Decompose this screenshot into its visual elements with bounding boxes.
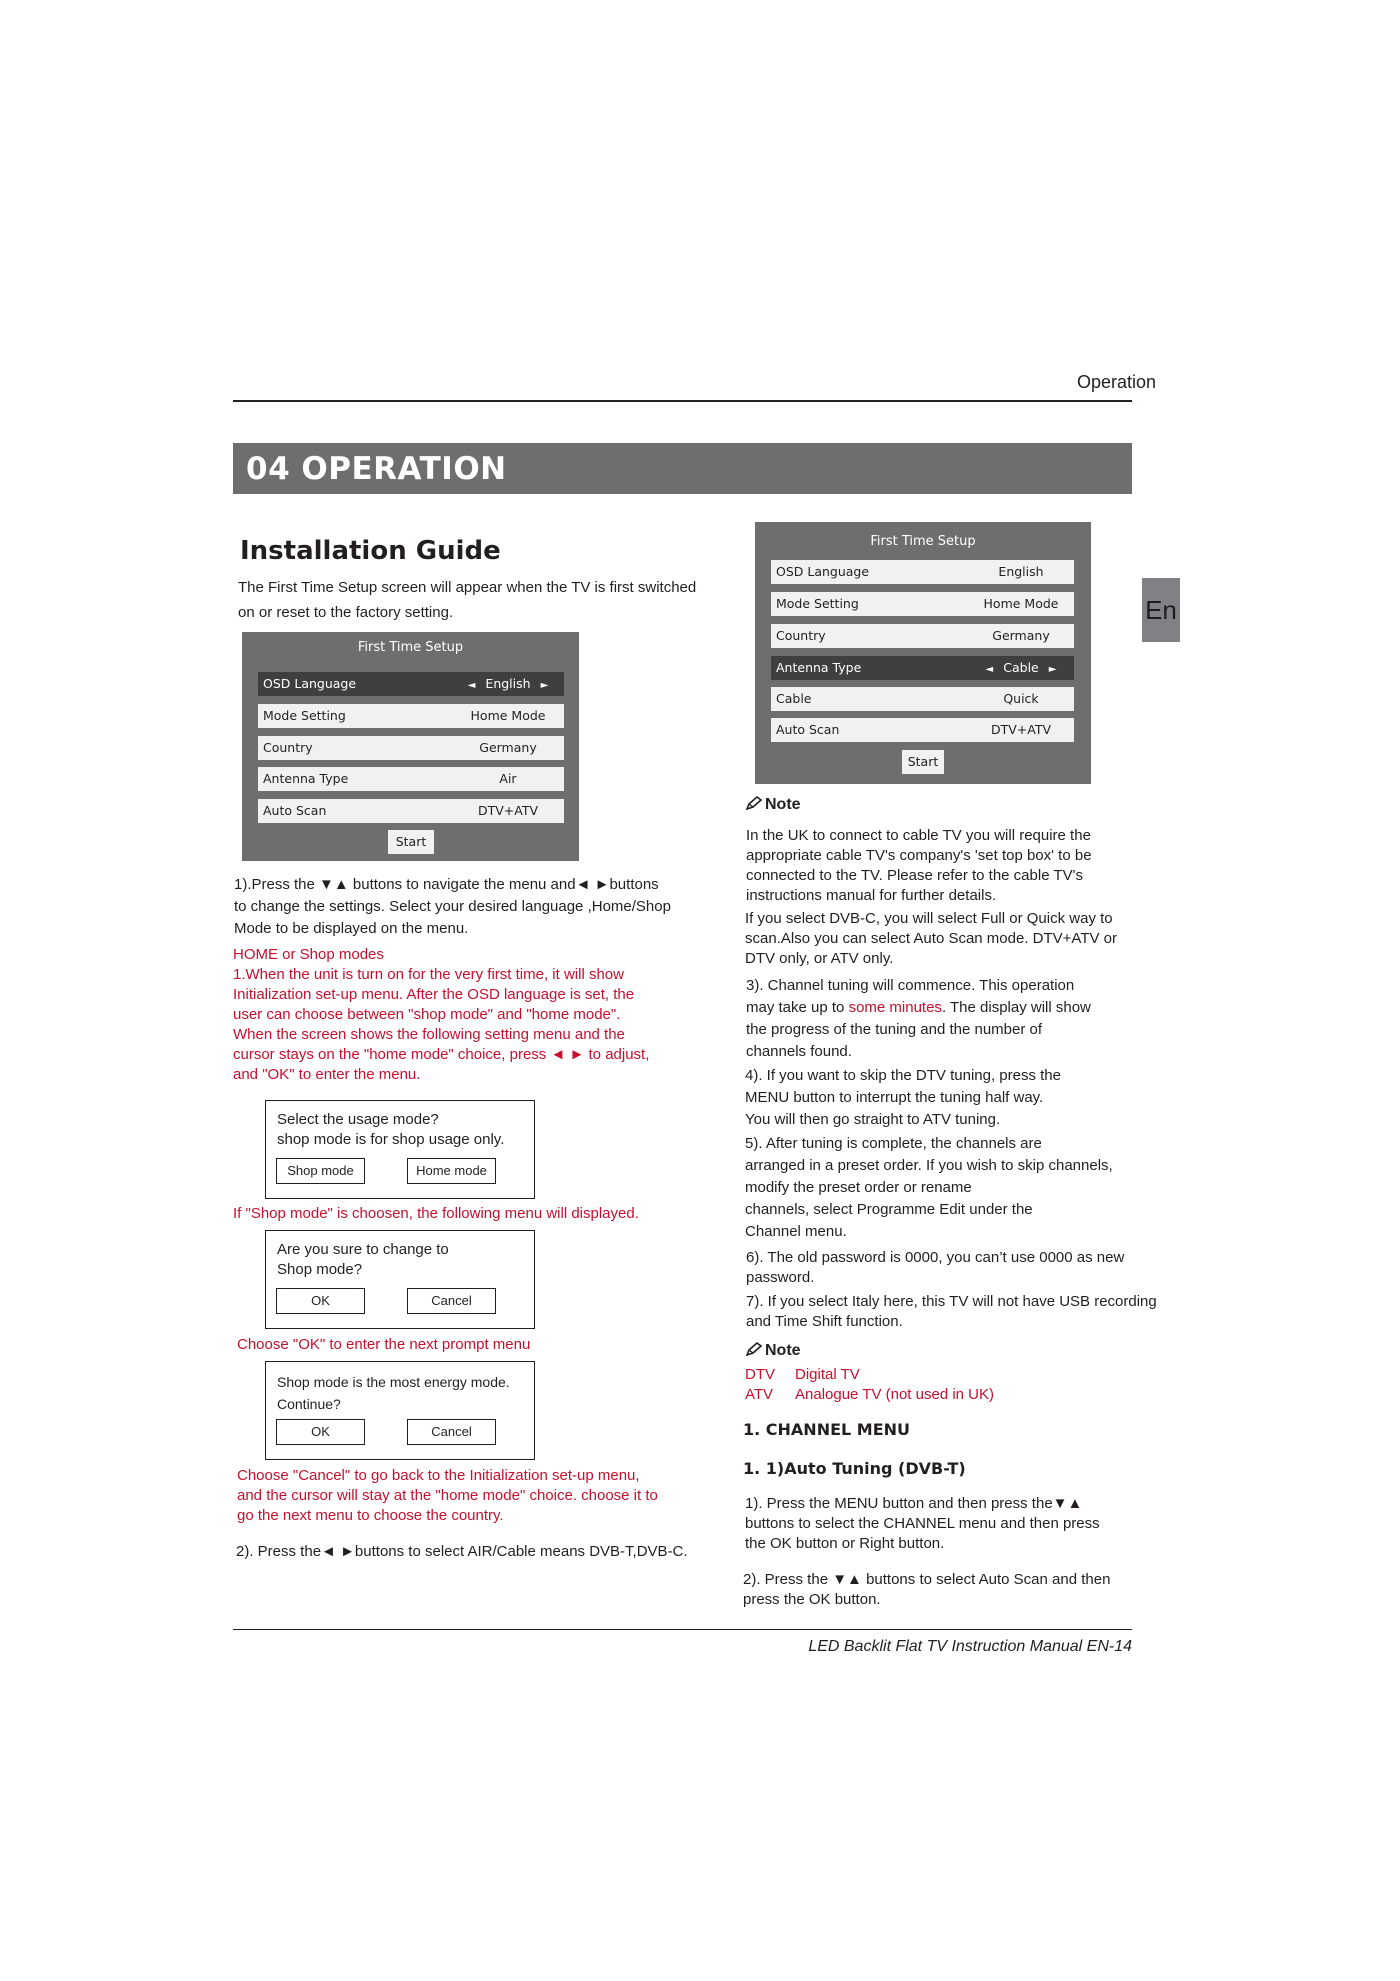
menu-title: First Time Setup <box>870 534 976 549</box>
arrow-left-icon: ◄ <box>985 664 994 675</box>
step-4-text: 4). If you want to skip the DTV tuning, press the MENU button to interrupt the tuning half way. You will then go straight to ATV tuning. <box>745 1067 1061 1128</box>
menu-row-cable[interactable]: Cable Quick <box>771 687 1074 711</box>
installation-intro: The First Time Setup screen will appear when the TV is first switched on or reset to the factory setting. <box>238 579 697 621</box>
first-time-setup-menu <box>242 632 579 861</box>
menu-row-mode-setting[interactable]: Mode Setting Home Mode <box>258 704 564 728</box>
arrow-left-icon: ◄ <box>467 680 476 691</box>
shop-mode-caption: If "Shop mode" is choosen, the following menu will displayed. <box>233 1205 639 1222</box>
menu-row-country[interactable]: Country Germany <box>258 736 564 760</box>
arrow-right-icon: ► <box>1048 664 1057 675</box>
usage-mode-dialog: Select the usage mode? shop mode is for shop usage only. Shop mode Home mode <box>265 1100 535 1199</box>
start-button[interactable]: Start <box>388 830 434 854</box>
home-shop-mode-notes: HOME or Shop modes 1.When the unit is turn on for the very first time, it will show Initialization set-up menu. After the OSD language is set, the user can choose between "shop mode" and "home mode". When the screen shows the following setting menu and the cursor stays on the "home mode" choice, press ◄ ► to adjust, and "OK" to enter the menu. <box>233 946 650 1083</box>
start-button[interactable]: Start <box>902 750 944 774</box>
footer-rule <box>233 1629 1132 1630</box>
section-banner <box>233 443 1132 494</box>
header-rule <box>233 400 1132 402</box>
note-cable-tv: In the UK to connect to cable TV you will require the appropriate cable TV's company's 'set top box' to be connected to the TV. Please refer to the cable TV's instructions manual for further details. <box>746 827 1092 904</box>
left-arrow-icon: ◄ <box>321 1543 341 1560</box>
language-tab <box>1142 578 1180 642</box>
dvb-c-text: If you select DVB-C, you will select Full or Quick way to scan.Also you can select Auto Scan mode. DTV+ATV or DTV only, or ATV only. <box>745 910 1117 967</box>
note-heading: Note <box>745 796 801 814</box>
menu-row-antenna-type[interactable]: Antenna Type Air <box>258 767 564 791</box>
left-right-arrows-icon: ◄ ► <box>550 1046 585 1063</box>
running-header: Operation <box>1076 372 1156 392</box>
confirm-shop-mode-dialog: Are you sure to change to Shop mode? OK Cancel <box>265 1230 535 1329</box>
cancel-button[interactable]: Cancel <box>407 1419 496 1445</box>
menu-row-mode-setting[interactable]: Mode Setting Home Mode <box>771 592 1074 616</box>
energy-mode-dialog: Shop mode is the most energy mode. Continue? OK Cancel <box>265 1361 535 1460</box>
channel-menu-heading: 1. CHANNEL MENU <box>743 1420 911 1439</box>
step-7-text: 7). If you select Italy here, this TV will not have USB recording and Time Shift function. <box>746 1293 1157 1330</box>
note-heading: Note <box>745 1342 801 1360</box>
menu-row-osd-language[interactable]: OSD Language English <box>771 560 1074 584</box>
arrow-right-icon: ► <box>540 680 549 691</box>
abbr-dtv: DTV Digital TV <box>745 1366 860 1383</box>
section-title: 04 OPERATION <box>246 451 507 487</box>
down-up-arrows-icon: ▼▲ <box>1052 1495 1083 1512</box>
menu-title: First Time Setup <box>357 640 464 655</box>
auto-tuning-step-2: 2). Press the ▼▲ buttons to select Auto Scan and then press the OK button. <box>743 1571 1111 1608</box>
step-3-text: 3). Channel tuning will commence. This operation may take up to some minutes. The display will show the progress of the tuning and the number of channels found. <box>746 977 1091 1060</box>
cancel-button[interactable]: Cancel <box>407 1288 496 1314</box>
pencil-icon <box>745 1342 762 1357</box>
home-mode-button[interactable]: Home mode <box>407 1158 496 1184</box>
first-time-setup-cable-menu <box>755 522 1091 784</box>
step-6-text: 6). The old password is 0000, you can’t use 0000 as new password. <box>746 1249 1125 1286</box>
down-up-arrows-icon: ▼▲ <box>832 1571 862 1588</box>
auto-tuning-heading: 1. 1)Auto Tuning (DVB-T) <box>743 1459 966 1478</box>
menu-row-antenna-type[interactable]: Antenna Type ◄ Cable ► <box>771 656 1074 680</box>
shop-mode-button[interactable]: Shop mode <box>276 1158 365 1184</box>
abbr-atv: ATV Analogue TV (not used in UK) <box>745 1386 995 1403</box>
installation-heading: Installation Guide <box>240 536 501 566</box>
menu-row-auto-scan[interactable]: Auto Scan DTV+ATV <box>771 718 1074 742</box>
right-arrow-icon: ► <box>594 876 610 893</box>
menu-row-auto-scan[interactable]: Auto Scan DTV+ATV <box>258 799 564 823</box>
menu-row-country[interactable]: Country Germany <box>771 624 1074 648</box>
step-5-text: 5). After tuning is complete, the channels are arranged in a preset order. If you wish to skip channels, modify the preset order or rename channels, select Programme Edit under the Channel menu. <box>745 1135 1113 1240</box>
step-2-text: 2). Press the◄ ►buttons to select AIR/Cable means DVB-T,DVB-C. <box>236 1543 688 1560</box>
language-tab-label: En <box>1145 595 1177 625</box>
auto-tuning-step-1: 1). Press the MENU button and then press the▼▲ buttons to select the CHANNEL menu and then press the OK button or Right button. <box>745 1495 1100 1552</box>
menu-row-osd-language[interactable]: OSD Language ◄ English ► <box>258 672 564 696</box>
left-arrow-icon: ◄ <box>575 876 595 893</box>
down-up-arrows-icon: ▼▲ <box>319 876 349 893</box>
cancel-caption: Choose "Cancel" to go back to the Initialization set-up menu, and the cursor will stay at the "home mode" choice. choose it to go the next menu to choose the country. <box>237 1467 658 1524</box>
page-footer: LED Backlit Flat TV Instruction Manual EN-14 <box>808 1638 1132 1655</box>
ok-button[interactable]: OK <box>276 1419 365 1445</box>
ok-caption: Choose "OK" to enter the next prompt menu <box>237 1336 531 1353</box>
ok-button[interactable]: OK <box>276 1288 365 1314</box>
step-1-text: 1).Press the ▼▲ buttons to navigate the menu and◄ ►buttons to change the settings. Select your desired language ,Home/Shop Mode to be displayed on the menu. <box>234 876 671 937</box>
right-arrow-icon: ► <box>340 1543 355 1560</box>
pencil-icon <box>745 796 762 811</box>
